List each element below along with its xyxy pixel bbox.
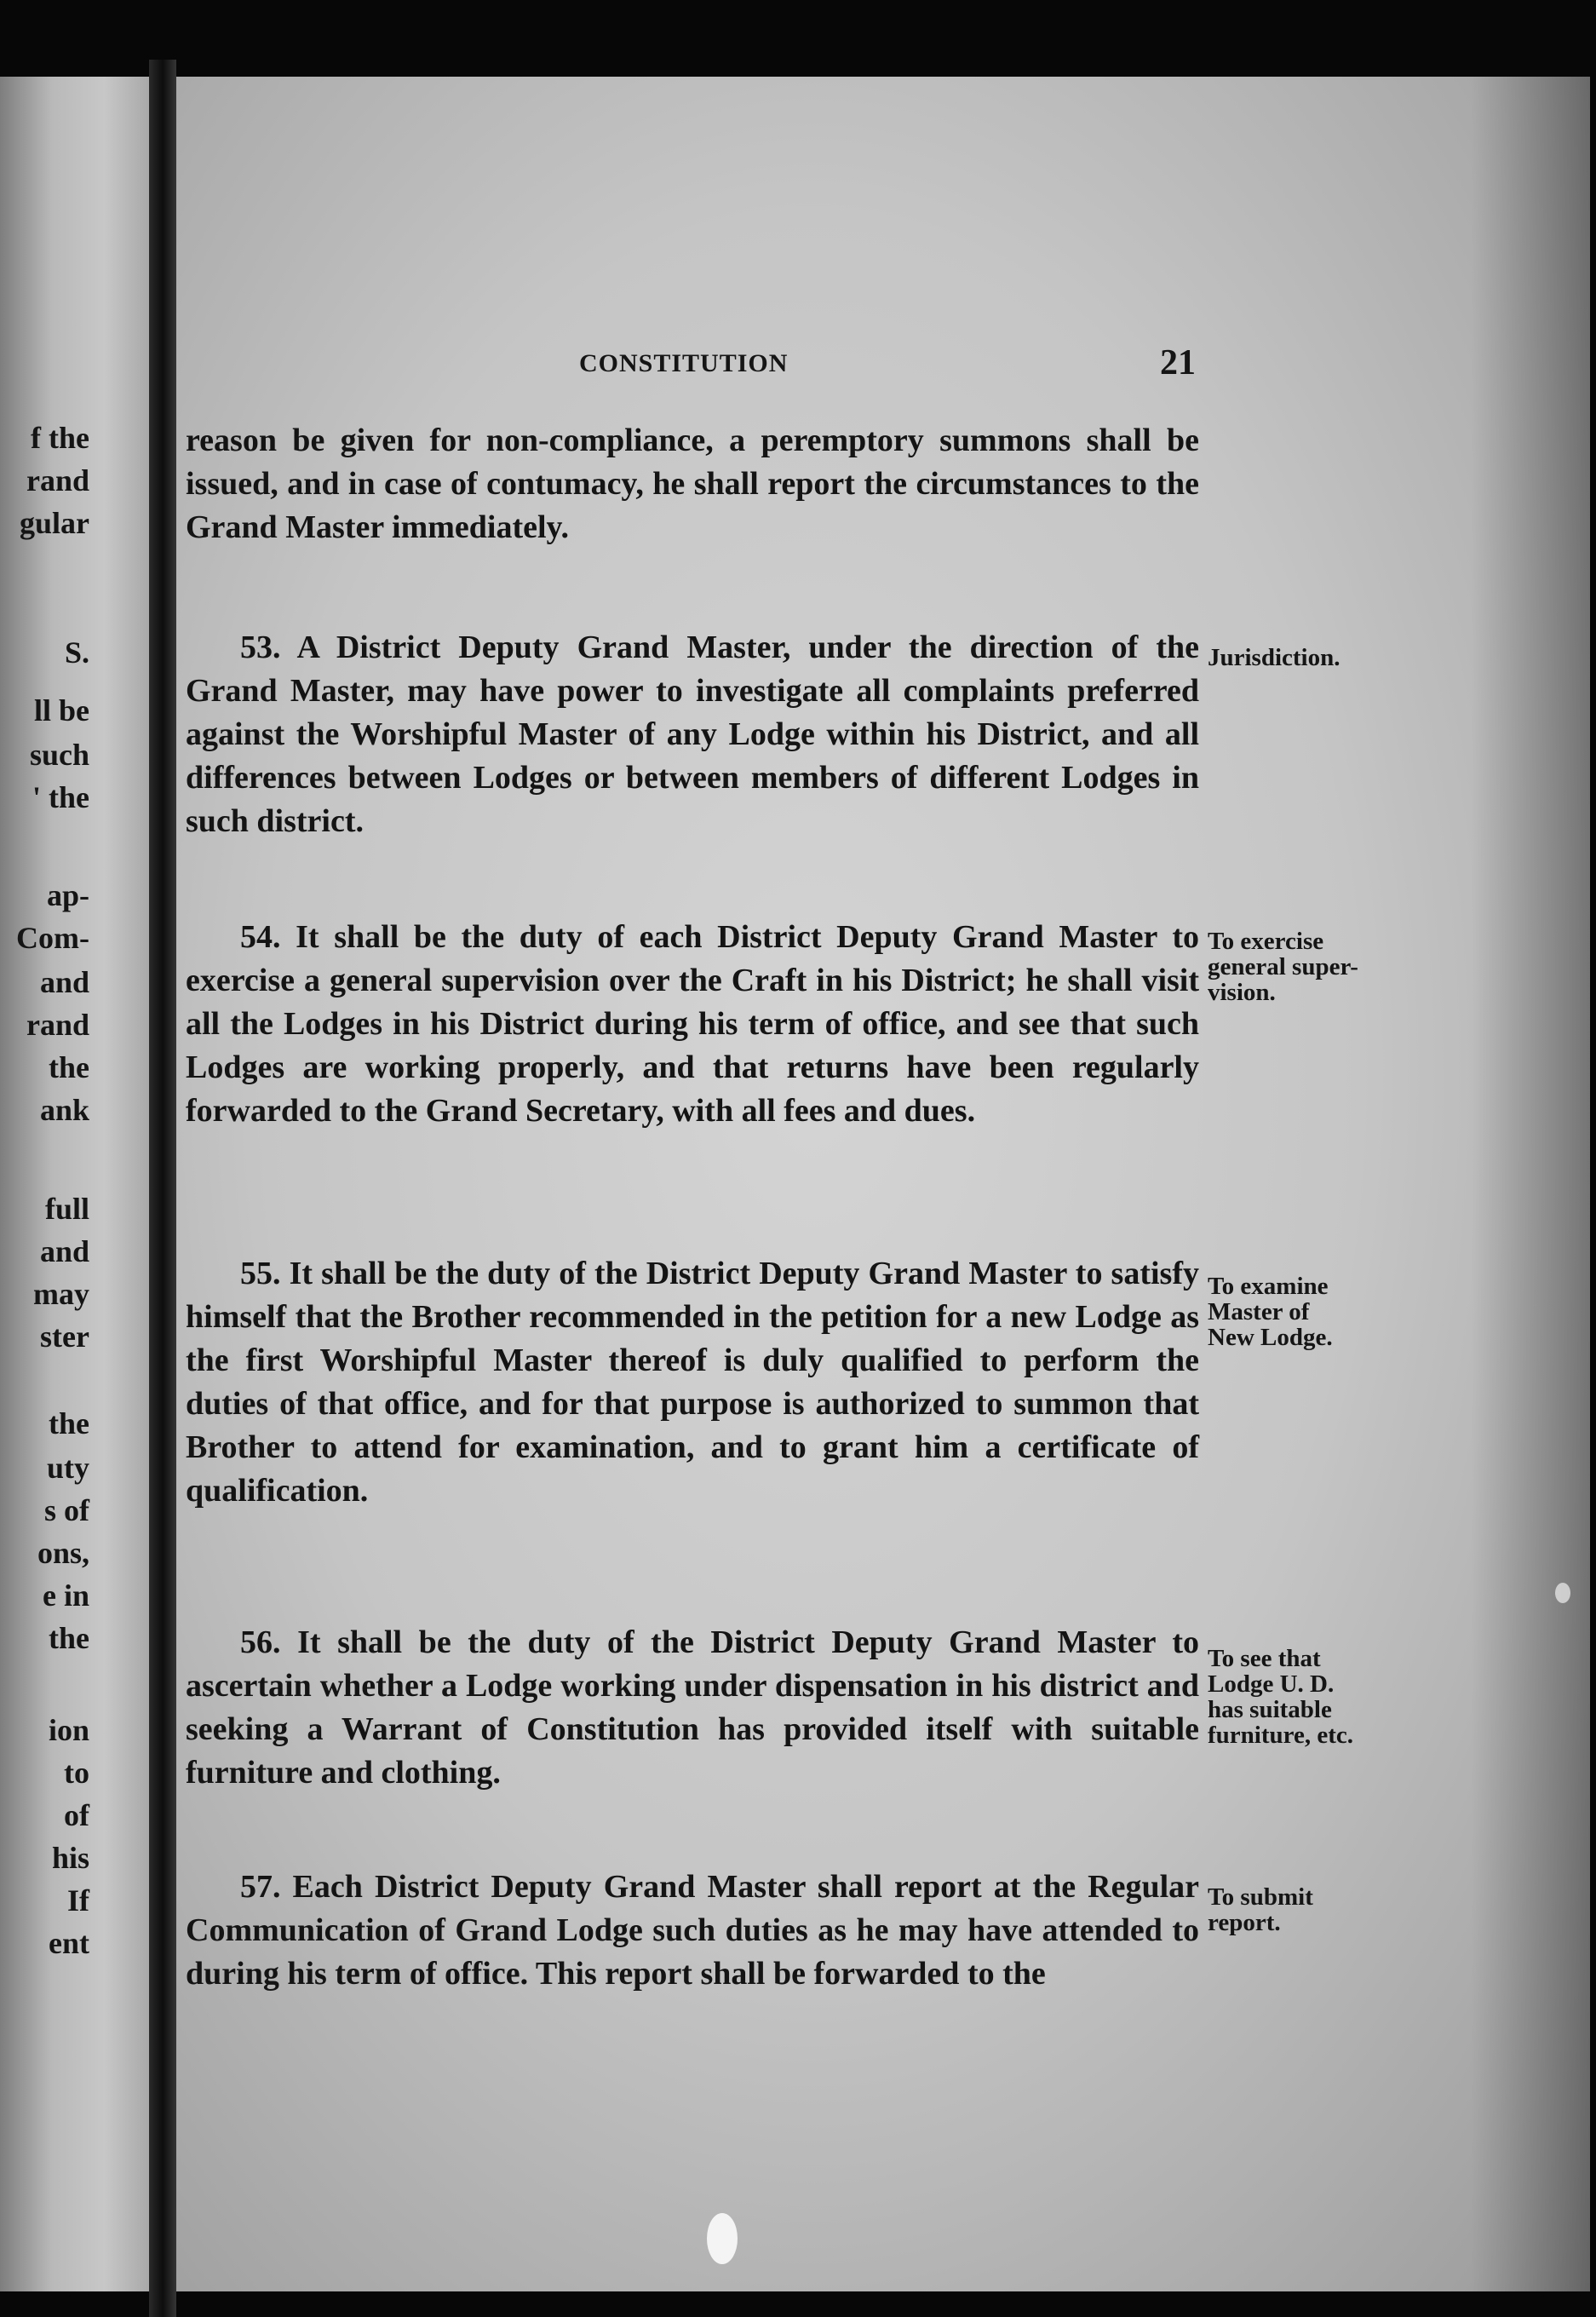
left-page-line: S. bbox=[64, 635, 89, 670]
paper-smudge bbox=[707, 2213, 738, 2264]
margin-note-furniture: furniture, etc. bbox=[1208, 1722, 1353, 1749]
left-page-line: f the bbox=[31, 421, 89, 455]
margin-note-report: To submit bbox=[1208, 1883, 1313, 1911]
left-page-line: ster bbox=[40, 1319, 89, 1354]
left-page-line: gular bbox=[19, 506, 89, 540]
left-page-line: s of bbox=[44, 1493, 89, 1527]
left-page-line: his bbox=[51, 1841, 89, 1875]
margin-note-examine: Master of bbox=[1208, 1298, 1310, 1325]
left-page-line: ons, bbox=[37, 1536, 89, 1570]
left-page-line: ion bbox=[48, 1713, 89, 1747]
margin-note-examine: To examine bbox=[1208, 1273, 1329, 1300]
margin-note-jurisdiction: Jurisdiction. bbox=[1208, 644, 1341, 671]
margin-note-examine: New Lodge. bbox=[1208, 1324, 1333, 1351]
left-page-line: the bbox=[49, 1621, 89, 1655]
left-page-line: e in bbox=[42, 1578, 89, 1613]
margin-note-furniture: To see that bbox=[1208, 1645, 1321, 1672]
left-page-line: ap- bbox=[46, 878, 89, 912]
left-page-line: If bbox=[67, 1883, 89, 1917]
left-page-line: may bbox=[33, 1277, 89, 1311]
left-page-line: ent bbox=[49, 1926, 89, 1960]
left-page-line: and bbox=[39, 965, 89, 999]
left-page-line: the bbox=[49, 1050, 89, 1084]
margin-note-furniture: Lodge U. D. bbox=[1208, 1670, 1335, 1698]
left-page-line: Com- bbox=[16, 921, 89, 955]
paragraph-54: 54. It shall be the duty of each District Deputy Grand Master to exercise a general supervision over the Craft in his District; he shall visit all the Lodges in his District during his term of office, and see that such Lodges are working properly, and that returns have been regularly forwarded to the Grand Secretary, with all fees and dues. bbox=[186, 919, 1199, 1129]
left-page-line: uty bbox=[46, 1451, 89, 1485]
left-page-line: and bbox=[39, 1234, 89, 1268]
margin-note-supervision: To exercise bbox=[1208, 928, 1324, 955]
left-page-line: full bbox=[44, 1192, 89, 1226]
page-number: 21 bbox=[1160, 343, 1196, 382]
book-gutter bbox=[149, 60, 176, 2317]
margin-note-supervision: vision. bbox=[1208, 979, 1276, 1006]
margin-note-furniture: has suitable bbox=[1208, 1696, 1332, 1723]
left-page-line: such bbox=[29, 738, 89, 772]
left-page-line: rand bbox=[26, 463, 89, 497]
paper-smudge bbox=[1555, 1583, 1570, 1603]
left-page-line: to bbox=[64, 1756, 89, 1790]
paragraph-continued: reason be given for non-compliance, a peremptory summons shall be issued, and in case of contumacy, he shall report the circumstances to the Grand Master immediately. bbox=[186, 423, 1199, 545]
page-edge-shadow bbox=[1471, 77, 1590, 2291]
left-page-line: rand bbox=[26, 1008, 89, 1042]
left-page-line: ll be bbox=[33, 693, 89, 727]
left-page-line: of bbox=[64, 1798, 89, 1832]
paragraph-55: 55. It shall be the duty of the District Deputy Grand Master to satisfy himself that the Brother recommended in the petition for a new Lodge as the first Worshipful Master thereof is duly qualified to perform the duties of that office, and for that purpose is authorized to summon that Brother to attend for examination, and to grant him a certificate of qualification. bbox=[186, 1256, 1199, 1509]
left-page-edge bbox=[0, 77, 149, 2291]
left-page-line: ank bbox=[39, 1093, 89, 1127]
paragraph-53: 53. A District Deputy Grand Master, under the direction of the Grand Master, may have power to investigate all complaints preferred against the Worshipful Master of any Lodge within his District, and all differences between Lodges or between members of different Lodges in such district. bbox=[186, 630, 1199, 839]
margin-note-supervision: general super- bbox=[1208, 953, 1358, 980]
left-page-line: the bbox=[49, 1406, 89, 1440]
left-page-line: ' the bbox=[32, 780, 89, 814]
running-head: CONSTITUTION bbox=[579, 349, 789, 377]
margin-note-report: report. bbox=[1208, 1909, 1281, 1936]
paragraph-56: 56. It shall be the duty of the District Deputy Grand Master to ascertain whether a Lodge working under dispensation in his district and seeking a Warrant of Constitution has provided itself with suitable furniture and clothing. bbox=[186, 1624, 1199, 1791]
paragraph-57: 57. Each District Deputy Grand Master shall report at the Regular Communication of Grand Lodge such duties as he may have attended to during his term of office. This report shall be forwarded to the bbox=[186, 1869, 1199, 1992]
